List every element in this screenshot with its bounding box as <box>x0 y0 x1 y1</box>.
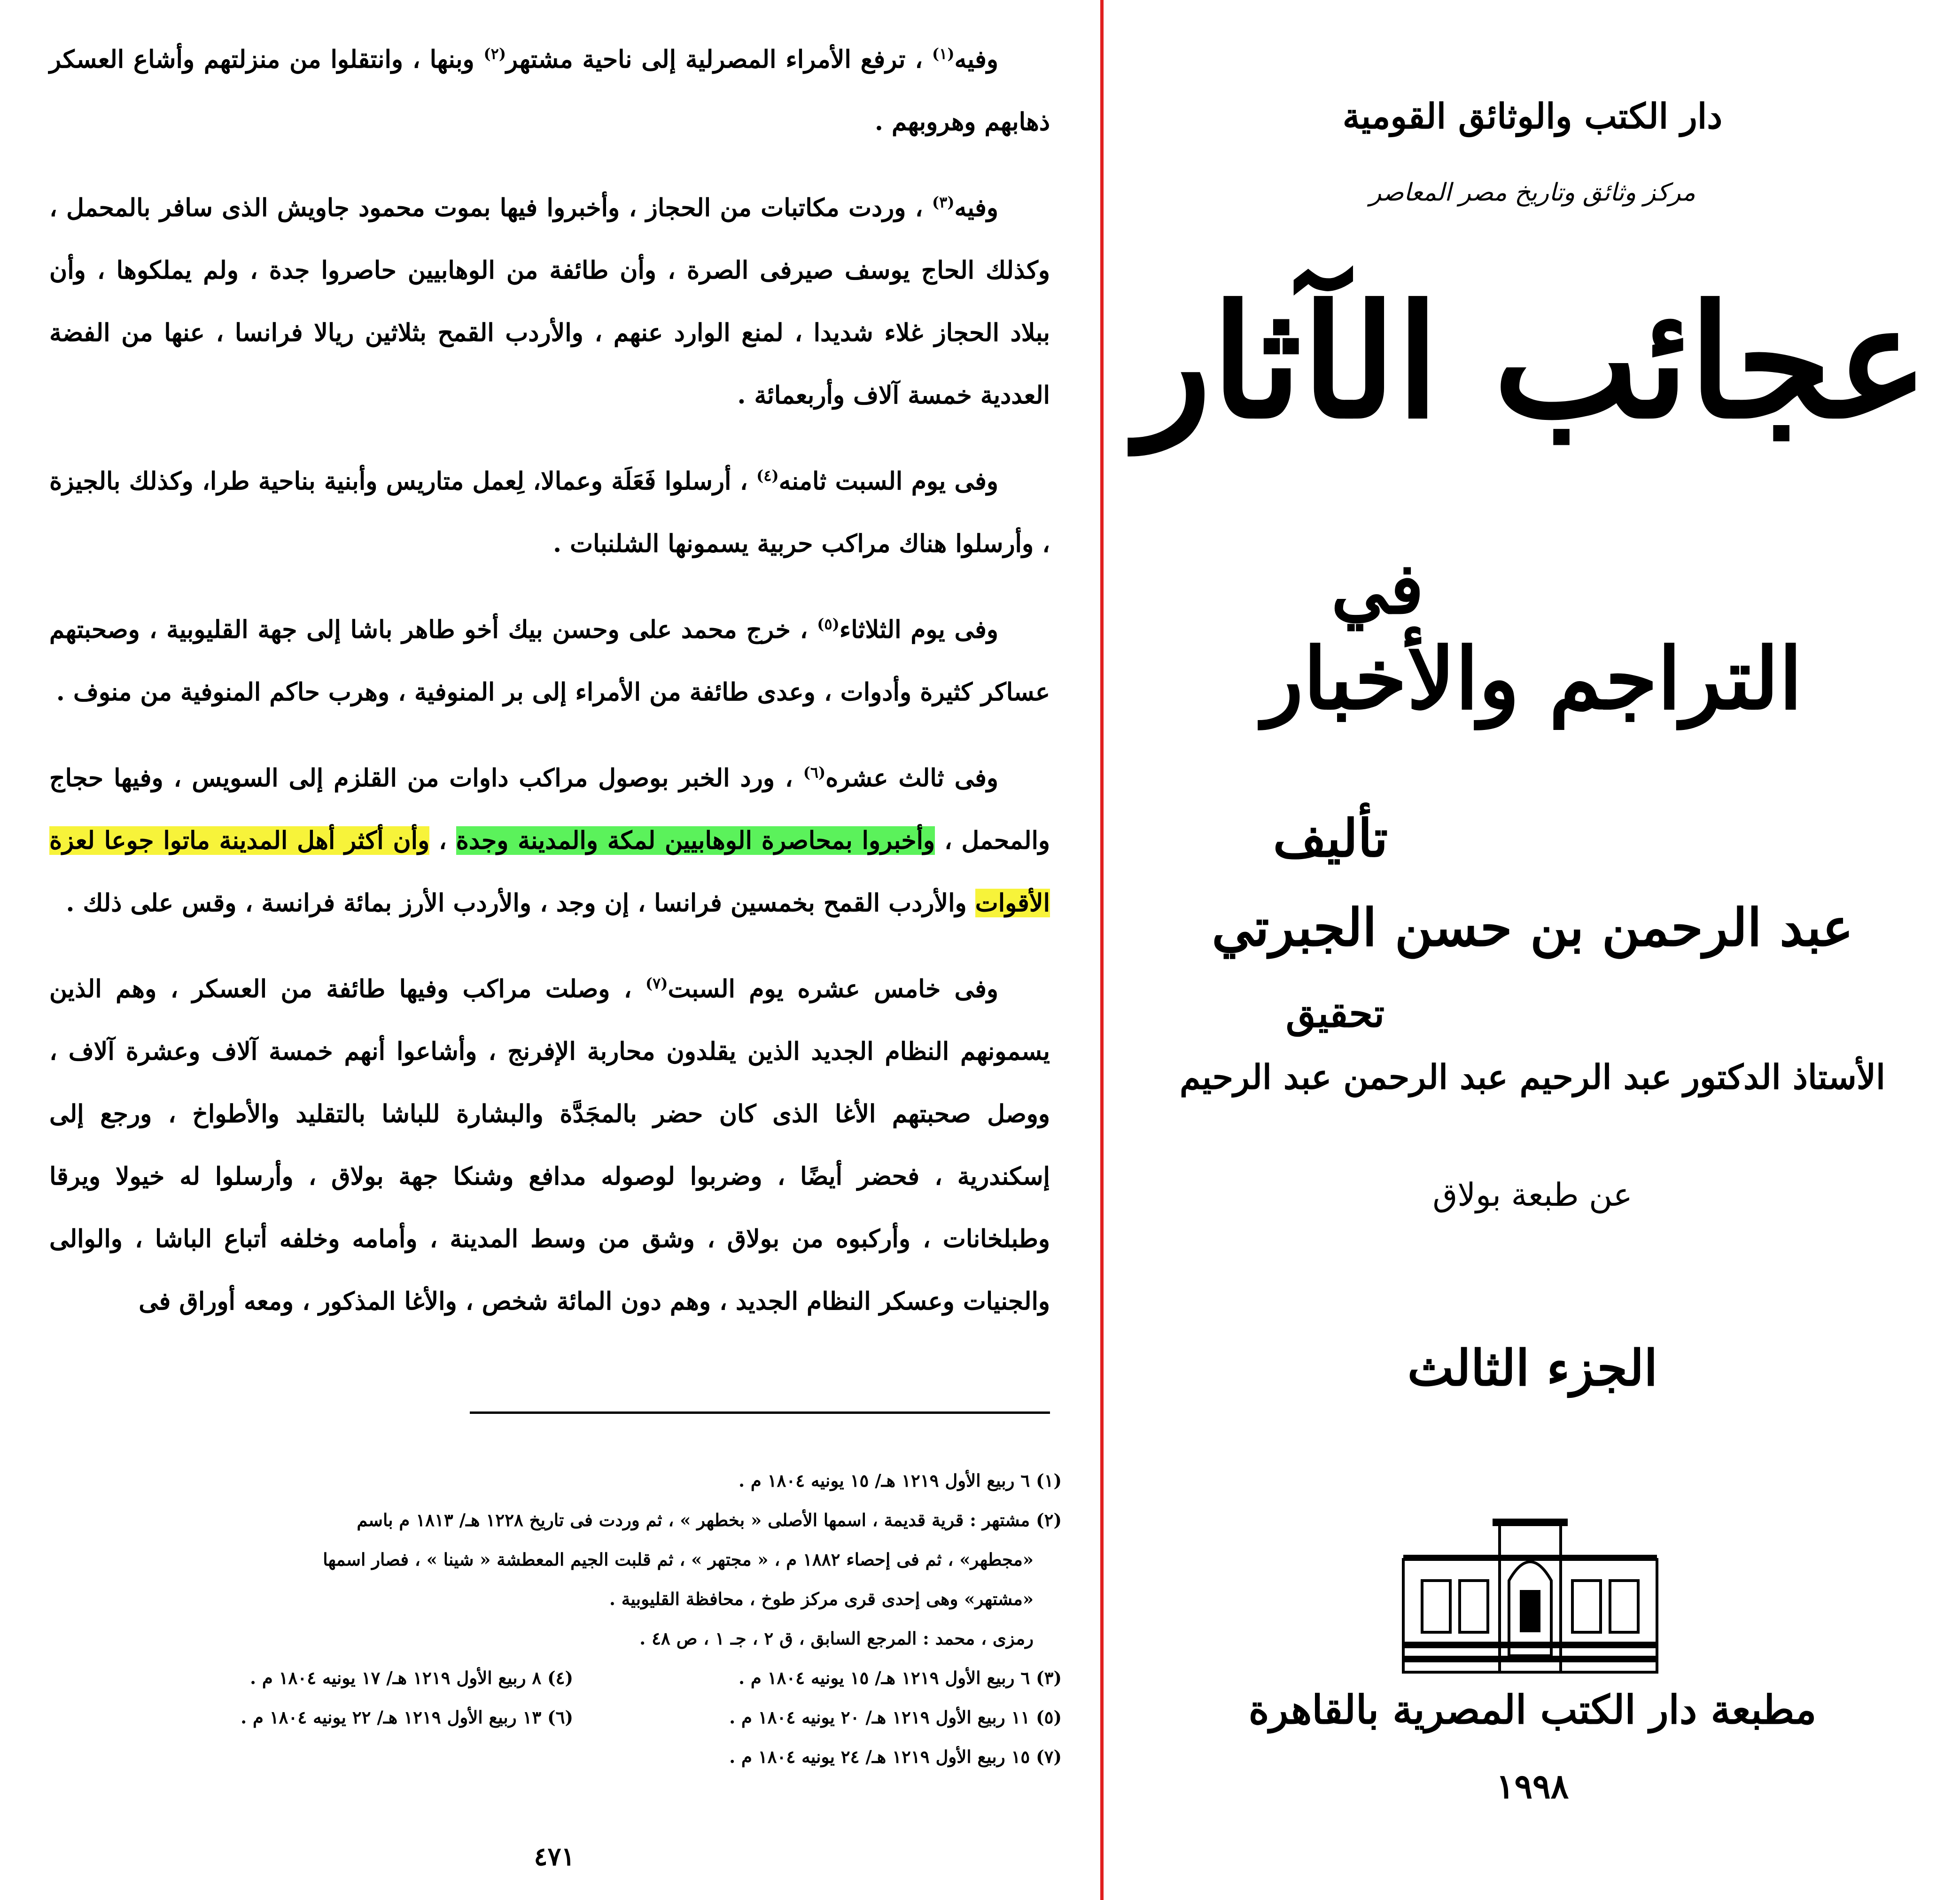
building-emblem-icon <box>1399 1515 1662 1677</box>
editor-name: الأستاذ الدكتور عبد الرحيم عبد الرحمن عبد الرحيم <box>1180 1057 1885 1097</box>
footnote-7: (٧) ١٥ ربيع الأول ١٢١٩ هـ/ ٢٤ يونيه ١٨٠٤ م . <box>729 1746 1062 1767</box>
paragraph <box>49 177 1050 427</box>
text-run: والأردب القمح بخمسين فرانسا ، إن وجد ، والأردب الأرز بمائة فرانسة ، وقس على ذلك . <box>66 889 975 917</box>
footnote-6: (٦) ١٣ ربيع الأول ١٢١٩ هـ/ ٢٢ يونيه ١٨٠٤ م . <box>241 1707 573 1728</box>
footnote-rule <box>470 1411 1050 1414</box>
paragraph <box>49 28 1050 153</box>
footnote-2-cont: «مجطهر» ، ثم فى إحصاء ١٨٨٢ م ، « مجتهر » ، ثم قلبت الجيم المعطشة « شينا » ، فصار اسمها <box>323 1549 1034 1570</box>
center-name: مركز وثائق وتاريخ مصر المعاصر <box>1369 178 1696 207</box>
footnote-row <box>47 1698 1062 1737</box>
footnote-2: (٢) مشتهر : قرية قديمة ، اسمها الأصلى « بخطهر » ، ثم وردت فى تاريخ ١٢٢٨ هـ/ ١٨١٣ م باسم <box>357 1510 1062 1530</box>
footnote-2-source: رمزى ، محمد : المرجع السابق ، ق ٢ ، جـ ١ ، ص ٤٨ . <box>639 1628 1034 1649</box>
page-divider <box>1100 0 1104 1900</box>
text-run: وفى خامس عشره يوم السبت <box>668 975 998 1003</box>
text-run: وفيه <box>954 194 998 222</box>
publication-year: ١٩٩٨ <box>1496 1766 1569 1806</box>
footnote-ref: (٢) <box>483 45 506 63</box>
footnote-4: (٤) ٨ ربيع الأول ١٢١٩ هـ/ ١٧ يونيه ١٨٠٤ م . <box>250 1667 573 1688</box>
footnote-1: (١) ٦ ربيع الأول ١٢١٩ هـ/ ١٥ يونيه ١٨٠٤ م . <box>739 1470 1062 1491</box>
footnote-3: (٣) ٦ ربيع الأول ١٢١٩ هـ/ ١٥ يونيه ١٨٠٤ م . <box>739 1667 1062 1688</box>
footnote-ref: (١) <box>932 45 955 63</box>
press-name: مطبعة دار الكتب المصرية بالقاهرة <box>1248 1686 1817 1733</box>
text-run: وبنها ، وانتقلوا من منزلتهم وأشاع العسكر ذهابهم وهروبهم . <box>49 45 1050 136</box>
footnote-ref: (٤) <box>756 466 779 485</box>
text-run: ، <box>429 826 456 855</box>
text-run: وفى ثالث عشره <box>825 764 999 792</box>
text-run: ، وصلت مراكب وفيها طائفة من العسكر ، وهم الذين يسمونهم النظام الجديد الذين يقلدون محاربة الإفرنج ، وأشاعوا أنهم خمسة آلاف وعشرة آلاف ، ووصل صحبتهم الأغا الذى كان حضر بالمجَدَّة والبشارة للباشا بالتقليد والأطواخ ، ورجع إلى إسكندرية ، فحضر أيضًا ، وضربوا لوصوله مدافع وشنكا جهة بولاق ، وأرسلوا له خيولا ويرقا وطبلخانات ، وأركبوه من بولاق ، وشق من وسط المدينة ، وأمامه وخلفه أتباع الباشا ، والوالى والجنيات وعسكر النظام الجديد ، وهم دون المائة شخص ، والأغا المذكور ، ومعه أوراق فى <box>49 975 1050 1316</box>
book-title-connector: في <box>1331 547 1424 630</box>
highlight-yellow: وأن أكثر أهل المدينة ماتوا جوعا لعزة الأقوات <box>49 826 1050 917</box>
authored-by-label: تأليف <box>1273 808 1388 869</box>
paragraph <box>49 747 1050 934</box>
highlight-green: وأخبروا بمحاصرة الوهابيين لمكة والمدينة وجدة <box>456 826 935 855</box>
footnote-5: (٥) ١١ ربيع الأول ١٢١٩ هـ/ ٢٠ يونيه ١٨٠٤ م . <box>729 1707 1062 1728</box>
footnote-ref: (٥) <box>817 615 840 633</box>
text-run: وفيه <box>954 45 998 74</box>
page-number: ٤٧١ <box>534 1841 575 1871</box>
author-name: عبد الرحمن بن حسن الجبرتي <box>1212 897 1853 958</box>
publisher-name: دار الكتب والوثائق القومية <box>1342 96 1723 137</box>
text-run: وفى يوم السبت ثامنه <box>778 467 998 496</box>
footnote-ref: (٧) <box>646 974 668 993</box>
title-page <box>1105 0 1960 1900</box>
book-subtitle: التراجم والأخبار <box>1262 629 1803 729</box>
text-run: وفى يوم الثلاثاء <box>839 615 998 644</box>
text-run: ، ورد الخبر بوصول مراكب داوات من القلزم إلى السويس ، وفيها حجاج والمحمل ، <box>49 764 1050 855</box>
edited-by-label: تحقيق <box>1285 991 1385 1036</box>
edition-note: عن طبعة بولاق <box>1432 1177 1633 1214</box>
paragraph <box>49 598 1050 723</box>
book-title: عجائب الآثار <box>1136 271 1929 453</box>
text-run: ، وردت مكاتبات من الحجاز ، وأخبروا فيها بموت محمود جاويش الذى سافر بالمحمل ، وكذلك الحاج يوسف صيرفى الصرة ، وأن طائفة من الوهابيين حاصروا جدة ، ولم يملكوها ، وأن ببلاد الحجاز غلاء شديدا ، لمنع الوارد عنهم ، والأردب القمح بثلاثين ريالا فرانسا ، عنها من الفضة العددية خمسة آلاف وأربعمائة . <box>49 194 1050 410</box>
text-run: ، أرسلوا فَعَلَة وعمالا، لِعمل متاريس وأبنية بناحية طرا، وكذلك بالجيزة ، وأرسلوا هناك مراكب حربية يسمونها الشلنبات . <box>49 467 1050 558</box>
footnote-row <box>47 1658 1062 1698</box>
body-text <box>49 28 1050 1356</box>
text-run: ، خرج محمد على وحسن بيك أخو طاهر باشا إلى جهة القليوبية ، وصحبتهم عساكر كثيرة وأدوات ، وعدى طائفة من الأمراء إلى بر المنوفية ، وهرب حاكم المنوفية من منوف . <box>49 615 1050 706</box>
text-run: ، ترفع الأمراء المصرلية إلى ناحية مشتهر <box>506 45 932 74</box>
footnote-ref: (٦) <box>803 763 826 782</box>
volume-label: الجزء الثالث <box>1407 1339 1658 1397</box>
footnote-2-cont: «مشتهر» وهى إحدى قرى مركز طوخ ، محافظة القليوبية . <box>609 1589 1034 1609</box>
footnote-ref: (٣) <box>932 193 955 211</box>
paragraph <box>49 450 1050 575</box>
footnotes <box>47 1461 1062 1776</box>
paragraph <box>49 958 1050 1333</box>
